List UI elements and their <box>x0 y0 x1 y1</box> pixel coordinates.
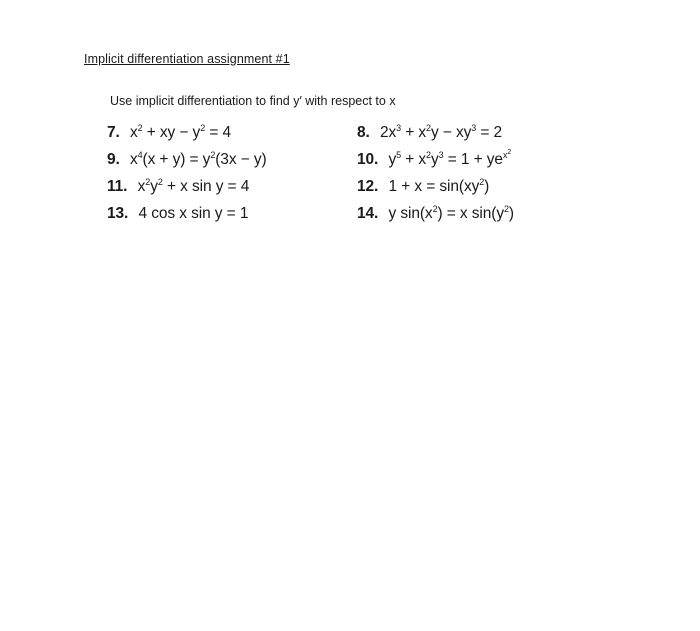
problem-8 <box>357 124 502 142</box>
assignment-title: Implicit differentiation assignment #1 <box>84 52 290 66</box>
problem-number: 13. <box>107 205 129 222</box>
problem-9 <box>107 151 267 169</box>
problem-number: 8. <box>357 124 370 141</box>
instructions-text: Use implicit differentiation to find y′ with respect to x <box>110 94 396 108</box>
problem-12 <box>357 178 489 196</box>
problem-number: 9. <box>107 151 120 168</box>
problem-row <box>107 178 587 205</box>
problem-expression: y $\sin(x^2) = x$ $\sin(y^2)$ <box>388 204 514 222</box>
problem-expression: 4 cos x sin y = 1 <box>138 205 249 222</box>
problem-expression: $x^4(x + y) = y^2(3x - y)$ <box>129 150 267 168</box>
problem-10 <box>357 151 511 169</box>
problem-number: 7. <box>107 124 120 141</box>
problem-expression: $x^2$ + xy − $y^2 = 4$ <box>129 123 231 141</box>
problem-number: 14. <box>357 205 379 222</box>
problem-row <box>107 124 587 151</box>
problem-list <box>107 124 587 232</box>
problem-7 <box>107 124 231 142</box>
problem-expression: $x^2y^2 + x$ sin y = 4 <box>137 177 250 195</box>
problem-number: 11. <box>107 178 128 195</box>
problem-number: 12. <box>357 178 379 195</box>
problem-expression: $2x^3 + x^2y - xy^3 = 2$ <box>379 123 503 141</box>
problem-13 <box>107 205 248 223</box>
problem-number: 10. <box>357 151 379 168</box>
problem-expression: $y^5 + x^2y^3 = 1 + ye^{x^2}$ <box>388 149 512 168</box>
problem-11 <box>107 178 249 196</box>
problem-row <box>107 205 587 232</box>
problem-expression: $1 + x = \sin(xy^2)$ <box>388 177 490 195</box>
problem-row <box>107 151 587 178</box>
problem-14 <box>357 205 514 223</box>
